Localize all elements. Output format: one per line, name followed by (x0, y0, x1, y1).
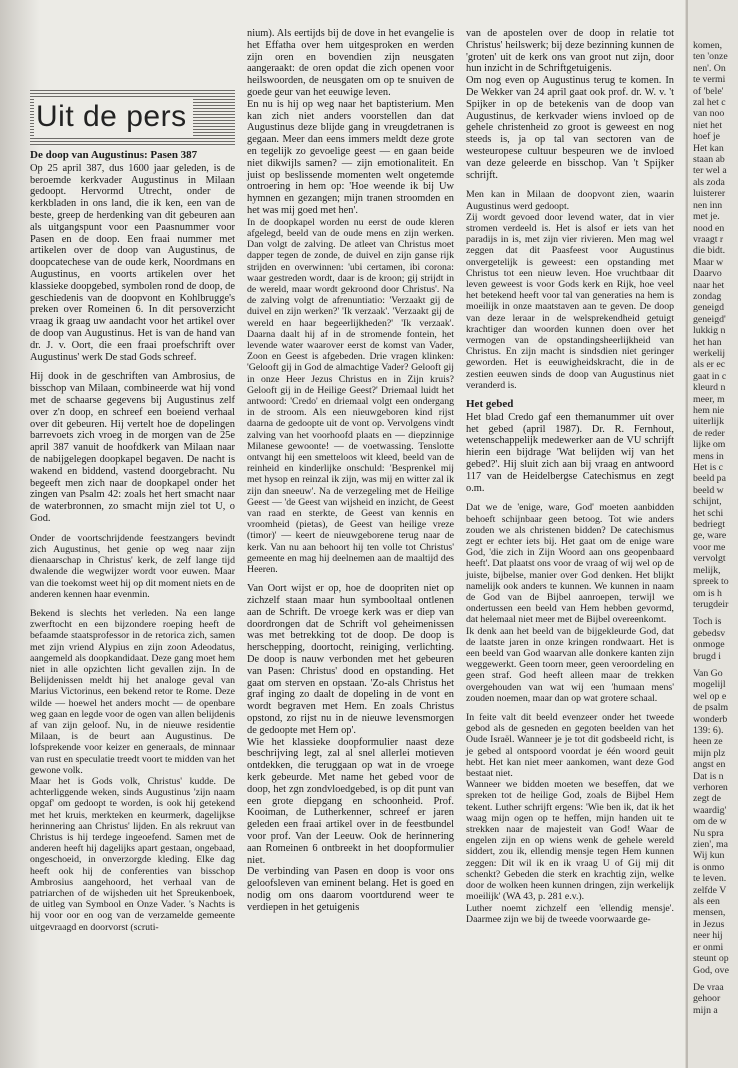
subsection-heading: Het gebed (466, 398, 514, 411)
section-title: Uit de pers (34, 98, 193, 136)
paragraph: Op 25 april 387, dus 1600 jaar geleden, is de beroemde kerkvader Augustinus in Milaan gedoopt. Hervormd Utrecht, onder de kerkbladen in ons land, die ik ken, een van de beste, greep de herdenking van dit gebeuren aan als uitgangspunt voor een Paasnummer voor Pasen en de doop. Een fraai nummer met artikelen over de doop van Augustinus, de doopcatechese van de oude kerk, Noordmans en Augustinus, en voorts artikelen over het klassieke doopgebed, symbolen rond de doop, de geschiedenis van de doopvont en Kohlbrugge's preken over Romeinen 6. In dit persoverzicht vraag ik graag uw aandacht voor het artikel over de doop van Augustinus. Het is van de hand van dr. J. v. Oort, die een fraai proefschrift over Augustinus' werk De stad Gods schreef. (30, 162, 235, 363)
quote-paragraph: Men kan in Milaan de doopvont zien, waarin Augustinus werd gedoopt. (466, 189, 674, 212)
adjacent-page-edge (686, 0, 738, 1068)
adjacent-page-fragment: komen, ten 'onze nen'. On te vermi of 'bele' zal het c van noo niet het hoef je Het kan staan ab ter wel a als zoda luisterer nen inn met je. nood en vraagt r die bidt. Maar w Daarvo naar het zondag geneigd geneigd' lukkig n het han werkelij als er ec gaat in c kleurd n meer, m hem nie uiterlijk de reder lijke om mens in Het is c beeld pa beeld w schijnt, het schi bedriegt ge, ware voor me vervolgt melijk, spreek to om is h terugdeir (693, 40, 729, 610)
quote-paragraph: Dat we de 'enige, ware, God' moeten aanbidden behoeft schijnbaar geen betoog. Tot wie anders zouden we als christenen bidden? De catechismus zegt er echter iets bij. Het gaat om de enige ware God, 'die zich in Zijn Woord aan ons geopenbaard heeft'. Dat plaatst ons voor de vraag of wij wel op de juiste, bijbelse, manier over God denken. Het blijkt namelijk ook anders te kunnen. We kunnen in naam de God van de Bijbel aanroepen, terwijl we ondertussen een beeld van Hem hebben gevormd, dat helemaal niet meer met de Bijbel overeenkomt. (466, 502, 674, 626)
section-banner (30, 90, 235, 145)
quote-paragraph: Wanneer we bidden moeten we beseffen, dat we spreken tot de heilige God, zoals de Bijbel Hem tekent. Luther schrijft ergens: 'Wie ben ik, dat ik het waag mijn ogen op te heffen, mijn handen uit te strekken naar de majesteit van God! Waar de engelen zijn en op wiens wenk de gehele wereld siddert, zou ik, ellendig mensje tegen Hem kunnen zeggen: Dit wil ik en ik vraag U of Gij mij dit schenkt? Gebeden die sterk en krachtig zijn, welke door de wolken heen kunnen dringen, zijn werkelijk moeilijk' (WA 43, p. 281 e.v.). (466, 779, 674, 903)
paragraph: Om nog even op Augustinus terug te komen. In De Wekker van 24 april gaat ook prof. dr. W. v. 't Spijker in op de betekenis van de doop van Augustinus, de kerkvader wiens invloed op de gehele christenheid zo groot is geweest en nog steeds is, ja op tal van sectoren van de westeuropese cultuur bespeuren we de invloed van deze geleerde en bisschop. Van 't Spijker schrijft. (466, 75, 674, 181)
adjacent-page-text (693, 40, 738, 1022)
paragraph: nium). Als eertijds bij de dove in het evangelie is het Effatha over hem uitgesproken en werden zijn oren en bovendien zijn neusgaten aangeraakt: de oren opdat die zich openen voor heilswoorden, de neusgaten om op te snuiven de goede geur van het eeuwige leven. (247, 28, 454, 98)
quote-paragraph: Ik denk aan het beeld van de bijgekleurde God, dat de laatste jaren in onze kringen rondwaart. Het is een beeld van God waarvan alle donkere kanten zijn weggewerkt. Geen toorn meer, geen veroordeling en geen straf. God heeft alleen maar de trekken overgehouden van wat wij een 'humaan mens' zouden noemen, maar dan op wat grotere schaal. (466, 625, 674, 704)
paragraph: Onder de voortschrijdende feestzangers bevindt zich Augustinus, het genie op weg naar zijn dienaarschap in Christus' kerk, de zelf lange tijd dwalende die wegwijzer wordt voor euwen. Maar van die toekomst weet hij op dit moment niets en de anderen kennen haar evenmin. (30, 532, 235, 600)
paragraph: Hij dook in de geschriften van Ambrosius, de bisschop van Milaan, combineerde wat hij vond met de schaarse gegevens bij Augustinus zelf over z'n doop, en schreef een boeiend verhaal over dit gebeuren. Hij vertelt hoe de dopelingen barrevoets zich vroeg in de morgen van de 25e april 387 vanuit de hoofdkerk van Milaan naar de nabijgelegen doopkapel begaven. De nacht is wakend en biddend, vastend doorgebracht. Nu begeeft men zich naar de doopkapel onder het zingen van Psalm 42: zoals het hert smacht naar de waterbronnen, zo smacht mijn ziel tot U, o God. (30, 371, 235, 524)
quote-paragraph: In feite valt dit beeld evenzeer onder het tweede gebod als de gesneden en gegoten beelden van het Oude Israël. Wanneer je je tot dit godsbeeld richt, is je gebed al ontspoord voordat je één woord geuit hebt. Het kan niet meer aankomen, want deze God bestaat niet. (466, 712, 674, 780)
adjacent-page-fragment: Van Go mogelijl wel op e de psalm wonderb 139: 6). heen ze mijn plz angst en Dat is n verhoren zegt de waardig' om de w Nu spra zien', ma Wij kun is onmo te leven. zelfde V als een mensen, in Jezus neer hij er onmi steunt op God, ove (693, 667, 729, 976)
paragraph: En nu is hij op weg naar het baptisterium. Men kan zich niet anders voorstellen dan dat Augustinus deze blijde gang in vreugdetranen is gegaan. Meer dan eens immers meldt deze grote en tegelijk zo gevoelige geest — en gaan beide niet dikwijls samen? — zijn emotionaliteit. En juist op beslissende momenten welt ongetemde ontroering in hem op: 'Hoe weende ik bij Uw hymnen en gezangen; mijn tranen stroomden en het was mij goed met hen'. (247, 98, 454, 216)
paragraph: In de doopkapel worden nu eerst de oude kleren afgelegd, beeld van de oude mens en zijn werken. Dan volgt de zalving. De atleet van Christus moet dapper tegen de zonde, de duivel en zijn ganse rijk strijden en overwinnen: 'ubi certamen, ibi corona: waar gestreden wordt, daar is de kroon; gij strijdt in de wereld, maar wordt gekroond door Christus'. Na de zalving volgt de afrenuntiatio: 'Verzaakt gij de duivel en zijn werken?' 'Ik verzaak'. 'Verzaakt gij de wereld en haar begeerlijkheden?' 'Ik verzaak'. Daarna daalt hij af in de stromende fontein, het levende water waarover eerst de komst van Vader, Zoon en Geest is afgebeden. Drie vragen klinken: 'Gelooft gij in God de almachtige Vader? Gelooft gij in onze Heer Jezus Christus en in Zijn kruis? Gelooft gij in de Heilige Geest?' Driemaal luidt het antwoord: 'Credo' en driemaal volgt een ondergang in de stroom. Als een nieuwgeboren kind rijst daarna de gedoopte uit de vont op. Vervolgens vindt zalving van het voorhoofd plaats en — diepzinnige Milanese gewoonte! — de voetwassing. Tenslotte ontvangt hij een smetteloos wit kleed, beeld van de reinheid en kinderlijke onschuld: 'Besprenkel mij met hysop en reinzal ik zijn, was mij en witter zal ik zijn dan sneeuw'. Na de verzegeling met de Heilige Geest — 'de Geest van wijsheid en inzicht, de Geest van raad en sterkte, de Geest van kennis en vroomheid (pietas), de Geest van heilige vreze (timor)' — keert de nieuwgeborene terug naar de kerk. Van nu aan behoort hij ten volle tot Christus' gemeente en mag hij deelnemen aan de maaltijd des Heeren. (247, 216, 454, 576)
adjacent-page-fragment: De vraa gehoor mijn a (693, 981, 724, 1016)
paragraph: Het blad Credo gaf een themanummer uit over het gebed (april 1987). Dr. R. Fernhout, wetenschappelijk medewerker aan de VU schrijft hierin een bijdrage 'Wat belijden wij van het gebed?'. Hij sluit zich aan bij vraag en antwoord 117 van de Heidelbergse Catechismus en zegt o.m. (466, 411, 674, 494)
quote-paragraph: Luther noemt zichzelf een 'ellendig mensje'. Daarmee zijn we bij de tweede voorwaarde ge- (466, 902, 674, 925)
paragraph: Van Oort wijst er op, hoe de doopriten niet op zichzelf staan maar hun symbooltaal ontlenen aan de Schrift. De vroege kerk was er diep van doordrongen dat de Schrift vol geheimenissen was met betrekking tot de doop. De doop is herschepping, doortocht, reiniging, verlichting. De doop is nauw verbonden met het gebeuren van Pasen: Christus' dood en opstanding. Het gaat om sterven en opstaan. 'Zo-als Christus het graf inging zo daalt de dopeling in de vont en wordt begraven met Hem. En zoals Christus opstond, zo rijst nu in de nieuwe levensmorgen de gedoopte met Hem op'. (247, 583, 454, 736)
paragraph: Wie het klassieke doopformulier naast deze beschrijving legt, zal al snel allerlei motieven ontdekken, die teruggaan op wat in de vroege kerk gebeurde. Met name het gebed voor de doop, het zgn zondvloedgebed, is op dit punt van een grote diepgang en schoonheid. Prof. Kooiman, de Lutherkenner, schreef er jaren geleden een fraai artikel over in de feestbundel voor prof. Van der Leeuw. Ook de herinnering aan Romeinen 6 ontbreekt in het doopformulier niet. (247, 736, 454, 866)
paragraph: Maar het is Gods volk, Christus' kudde. De achterliggende weken, sinds Augustinus 'zijn naam opgaf' om gedoopt te worden, is ook hij getekend met het kruis, merkteken en keurmerk, dagelijkse herinnering aan Christus' lijden. En als rekruut van Christus is hij terdege ingeoefend. Samen met de anderen heeft hij dagelijks apart gestaan, ongebaad, ongeschoeid, in onverzorgde kleding. Elke dag heeft ook hij de conferenties van bisschop Ambrosius aangehoord, het verhaal van de patriarchen of de wijsheden uit het Spreukenboek, de uitleg van Symbool en Onze Vader. 's Nachts is hij voor oor en oog van de verzamelde gemeente uitgevraagd en doorvorst (scruti- (30, 775, 235, 933)
paragraph: Bekend is slechts het verleden. Na een lange zwerftocht en een bijzondere roeping heeft de befaamde staatsprofessor in de retorica zich, samen met zijn vriend Alypius en zijn zoon Adeodatus, aangemeld als doopkandidaat. Deze gang moet hem niet in alle opzichten licht gevallen zijn. In de Belijdenissen meldt hij het analoge geval van Marius Victorinus, een bekend retor te Rome. Deze wilde — hoewel het anders mocht — de openbare weg gaan en legde voor de ogen van allen belijdenis af van zijn geloof. Nu, in de nieuwe residentie Milaan, is de beurt aan Augustinus. De lofsprekende voor keizer en generaals, de minnaar van rust en speculatie treedt voort te midden van het gewone volk. (30, 607, 235, 776)
paragraph: De verbinding van Pasen en doop is voor ons geloofsleven van eminent belang. Het is goed en nodig om ons daarom voortdurend weer te verdiepen in het getuigenis (247, 866, 454, 913)
column-3 (466, 28, 674, 933)
adjacent-page-fragment: Toch is gebedsv onmoge brugd i (693, 616, 726, 662)
column-2 (247, 28, 454, 922)
quote-paragraph: Zij wordt gevoed door levend water, dat in vier stromen verdeeld is. Het is alsof er iets van het paradijs in is, met zijn vier rivieren. Men mag wel zeggen dat dit Paasfeest voor Augustinus onvergetelijk is geweest: een opstanding met Christus tot een nieuw leven. Hoe vruchtbaar dit leven geweest is voor Gods kerk en Rijk, hoe veel het betekend heeft voor tal van generaties na hem is moeilijk in onze maatstaven aan te geven. De doop van deze leraar in de welsprekendheid getuigt krachtiger dan woorden kunnen doen over het vermogen van de opstandingsheerlijkheid van Christus. En zijn macht is sindsdien niet geringer geworden. Het is eeuwigheidskracht, die in de zestien eeuwen sinds de doop van Augustinus niet veranderd is. (466, 211, 674, 391)
paragraph: van de apostelen over de doop in relatie tot Christus' heilswerk; bij deze bezinning kunnen de 'groten' uit de kerk ons van groot nut zijn, door hun inzicht in de Schriftgetuigenis. (466, 28, 674, 75)
article-heading: De doop van Augustinus: Pasen 387 (30, 149, 198, 161)
column-1 (30, 150, 235, 941)
